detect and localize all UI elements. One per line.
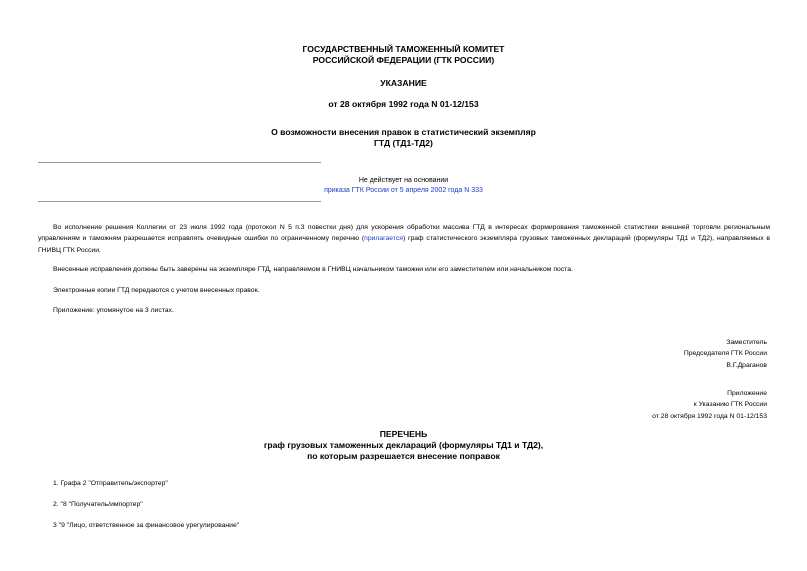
appendix-link[interactable]: прилагается xyxy=(364,235,403,243)
appendix-ref-date: от 28 октября 1992 года N 01-12/153 xyxy=(652,412,767,420)
body-paragraph-4: Приложение: упомянутое на 3 листах. xyxy=(53,307,174,314)
signer-name: В.Г.Драганов xyxy=(726,361,767,369)
doc-date-number: от 28 октября 1992 года N 01-12/153 xyxy=(328,99,479,109)
status-note-text: Не действует на основании xyxy=(358,177,449,184)
list-item: 2. "8 "Получатель/импортер" xyxy=(53,501,143,508)
doc-subject xyxy=(0,127,807,149)
subject-line-1: О возможности внесения правок в статистический экземпляр xyxy=(271,127,536,137)
authority-line-2: РОССИЙСКОЙ ФЕДЕРАЦИИ (ГТК РОССИИ) xyxy=(312,55,495,65)
repeal-order-link[interactable]: приказа ГТК России от 5 апреля 2002 года N 333 xyxy=(324,187,483,194)
body-paragraph-2: Внесенные исправления должны быть заверены на экземпляре ГТД, направляемом в ГНИВЦ начальником таможни или его заместителем или начальником поста. xyxy=(53,266,573,273)
list-title-line-1: ПЕРЕЧЕНЬ xyxy=(379,429,428,439)
body-paragraph-1: Во исполнение решения Коллегии от 23 июля 1992 года (протокол N 5 п.3 повестки дня) для ускорения обработки массива ГТД в интересах формирования таможенной статистики внешней торговли региональным управлениям и таможням разрешается исправлять очевидные ошибки по ограниченному перечню (прилагается) граф статистического экземпляра грузовых таможенных деклараций (формуляры ТД1 и ТД2), направляемых в ГНИВЦ ГТК России. xyxy=(38,224,770,254)
status-note xyxy=(0,176,807,196)
doc-type: УКАЗАНИЕ xyxy=(380,78,427,88)
list-item: 3 "9 "Лицо, ответственное за финансовое урегулирование" xyxy=(53,522,240,529)
list-title xyxy=(0,429,807,462)
list-title-line-3: по которым разрешается внесение поправок xyxy=(307,451,500,461)
divider-bottom xyxy=(38,201,321,202)
divider-top xyxy=(38,162,321,163)
subject-line-2: ГТД (ТД1-ТД2) xyxy=(374,138,433,148)
signature-block xyxy=(467,337,767,371)
signer-title-1: Заместитель xyxy=(726,339,767,346)
signer-title-2: Председателя ГТК России xyxy=(683,350,767,358)
body-paragraph-3: Электронные копии ГТД передаются с учетом внесенных правок. xyxy=(53,287,260,294)
list-item: 1. Графа 2 "Отправитель/экспортер" xyxy=(53,480,168,487)
appendix-ref-doc: к Указанию ГТК России xyxy=(693,401,767,409)
document-header xyxy=(0,44,807,66)
appendix-reference xyxy=(467,388,767,422)
appendix-label: Приложение xyxy=(727,390,767,397)
authority-line-1: ГОСУДАРСТВЕННЫЙ ТАМОЖЕННЫЙ КОМИТЕТ xyxy=(302,44,505,54)
list-title-line-2: граф грузовых таможенных деклараций (формуляры ТД1 и ТД2), xyxy=(263,440,544,450)
